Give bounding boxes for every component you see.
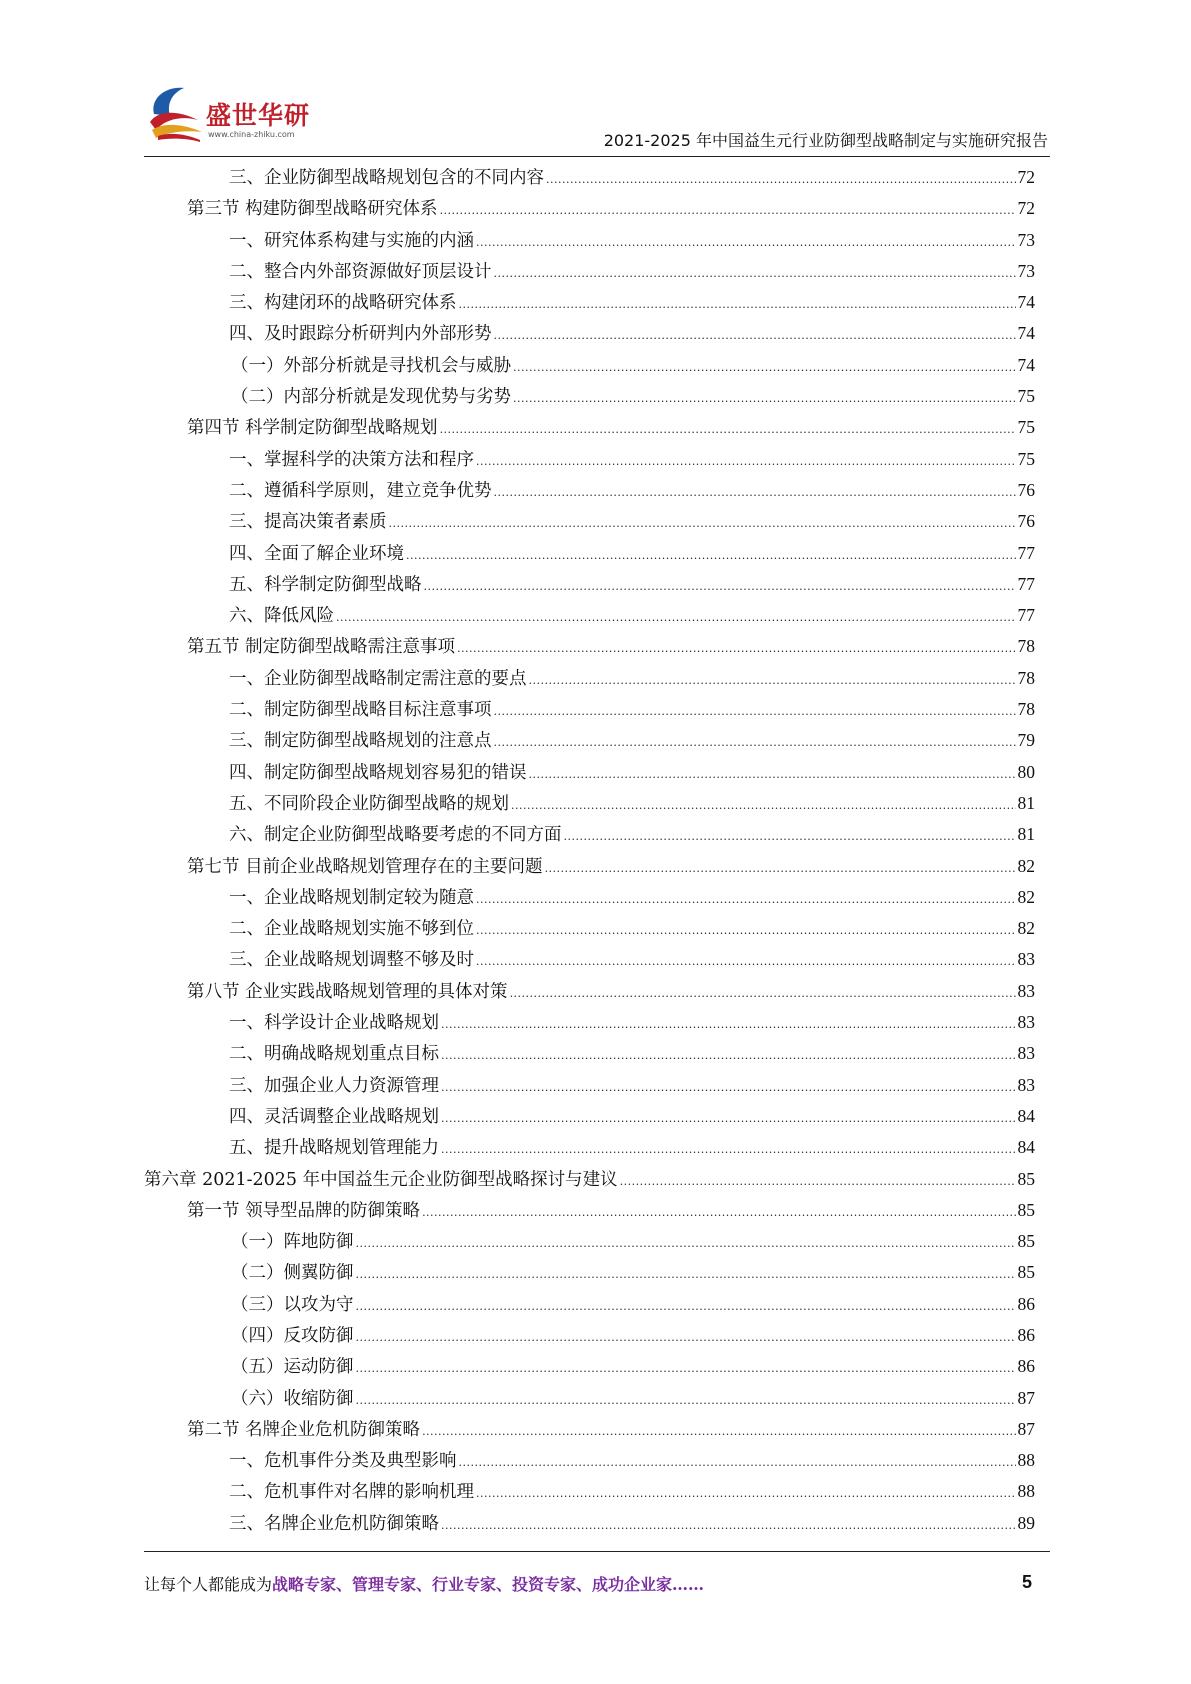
toc-entry[interactable] <box>144 162 1035 193</box>
toc-entry-title: 三、制定防御型战略规划的注意点 <box>229 731 492 752</box>
toc-leader-dots <box>459 1446 1016 1478</box>
toc-entry-title: 一、研究体系构建与实施的内涵 <box>229 230 474 251</box>
toc-entry[interactable] <box>144 318 1035 349</box>
toc-leader-dots <box>459 288 1016 320</box>
toc-entry-title: 二、企业战略规划实施不够到位 <box>229 919 474 940</box>
toc-entry-title: 二、整合内外部资源做好顶层设计 <box>229 261 492 282</box>
toc-entry-page: 77 <box>1017 605 1035 626</box>
toc-leader-dots <box>545 852 1016 884</box>
toc-entry-page: 84 <box>1017 1105 1035 1126</box>
toc-entry-title: 三、提高决策者素质 <box>229 512 387 533</box>
toc-entry-title: 二、危机事件对名牌的影响机理 <box>229 1482 474 1503</box>
toc-entry-title: 二、明确战略规划重点目标 <box>229 1044 439 1065</box>
toc-leader-dots <box>356 1352 1016 1384</box>
toc-leader-dots <box>476 883 1016 915</box>
logo-name: 盛世华研 <box>206 101 311 130</box>
toc-entry-page: 83 <box>1017 1012 1035 1033</box>
toc-entry[interactable] <box>144 788 1035 819</box>
toc-entry-page: 87 <box>1017 1418 1035 1439</box>
toc-leader-dots <box>620 1165 1016 1197</box>
slogan-prefix: 让每个人都能成为 <box>144 1575 273 1594</box>
toc-leader-dots <box>494 476 1016 508</box>
toc-entry-title: 三、企业战略规划调整不够及时 <box>229 950 474 971</box>
toc-entry-page: 80 <box>1017 761 1035 782</box>
toc-leader-dots <box>457 632 1015 664</box>
toc-leader-dots <box>564 820 1016 852</box>
toc-entry[interactable] <box>144 538 1035 569</box>
toc-entry-page: 74 <box>1017 292 1035 313</box>
toc-entry[interactable] <box>144 506 1035 537</box>
toc-entry[interactable] <box>144 882 1035 913</box>
toc-entry-title: 三、企业防御型战略规划包含的不同内容 <box>229 168 544 188</box>
toc-entry-page: 74 <box>1017 323 1035 344</box>
toc-leader-dots <box>510 977 1016 1009</box>
toc-leader-dots <box>422 1415 1015 1447</box>
toc-leader-dots <box>476 1477 1016 1509</box>
toc-entry-title: 第一节 领导型品牌的防御策略 <box>187 1200 421 1221</box>
logo-url: www.china-zhiku.com <box>208 130 295 139</box>
toc-entry[interactable] <box>144 1289 1035 1320</box>
logo-swoosh-icon <box>144 80 208 146</box>
toc-entry-page: 83 <box>1017 949 1035 970</box>
toc-entry-title: 第八节 企业实践战略规划管理的具体对策 <box>187 981 508 1002</box>
toc-leader-dots <box>511 789 1016 821</box>
toc-entry-title: 第四节 科学制定防御型战略规划 <box>187 418 438 439</box>
footer-divider <box>144 1551 1050 1552</box>
toc-entry[interactable] <box>144 1476 1035 1507</box>
toc-leader-dots <box>476 226 1016 258</box>
toc-entry-title: 四、制定防御型战略规划容易犯的错误 <box>229 762 527 783</box>
toc-entry-title: 五、科学制定防御型战略 <box>229 574 422 595</box>
toc-entry-title: 三、加强企业人力资源管理 <box>229 1075 439 1096</box>
toc-entry[interactable] <box>144 1007 1035 1038</box>
toc-entry-title: 二、制定防御型战略目标注意事项 <box>229 700 492 721</box>
toc-entry[interactable] <box>144 1101 1035 1132</box>
toc-entry-page: 87 <box>1017 1387 1035 1408</box>
toc-entry[interactable] <box>144 757 1035 788</box>
toc-entry-title: （二）侧翼防御 <box>231 1263 354 1284</box>
toc-entry-title: 二、遵循科学原则，建立竞争优势 <box>229 480 492 501</box>
toc-entry[interactable] <box>144 1132 1035 1163</box>
toc-entry-title: （六）收缩防御 <box>231 1388 354 1409</box>
toc-entry[interactable] <box>144 725 1035 756</box>
toc-entry-title: 四、及时跟踪分析研判内外部形势 <box>229 324 492 345</box>
toc-entry-title: （三）以攻为守 <box>231 1294 354 1315</box>
toc-entry-page: 75 <box>1017 386 1035 407</box>
toc-entry-page: 76 <box>1017 511 1035 532</box>
toc-entry[interactable] <box>144 287 1035 318</box>
toc-entry[interactable] <box>144 1164 1035 1195</box>
toc-entry-page: 82 <box>1017 918 1035 939</box>
slogan-highlight: 战略专家、管理专家、行业专家、投资专家、成功企业家…… <box>272 1575 705 1594</box>
toc-leader-dots <box>356 1227 1016 1259</box>
toc-entry[interactable] <box>144 1226 1035 1257</box>
toc-entry-title: （一）阵地防御 <box>231 1232 354 1253</box>
toc-leader-dots <box>441 1102 1016 1134</box>
toc-entry[interactable] <box>144 225 1035 256</box>
toc-entry[interactable] <box>144 819 1035 850</box>
toc-entry-title: （一）外部分析就是寻找机会与威胁 <box>231 355 511 376</box>
header-divider <box>144 156 1050 157</box>
toc-entry[interactable] <box>144 663 1035 694</box>
toc-entry-page: 79 <box>1017 730 1035 751</box>
toc-leader-dots <box>389 507 1016 539</box>
toc-entry[interactable] <box>144 1257 1035 1288</box>
toc-entry-page: 86 <box>1017 1293 1035 1314</box>
toc-entry-title: 一、企业防御型战略制定需注意的要点 <box>229 668 527 689</box>
toc-leader-dots <box>476 945 1016 977</box>
toc-entry[interactable] <box>144 913 1035 944</box>
toc-leader-dots <box>356 1290 1016 1322</box>
toc-entry-page: 77 <box>1017 573 1035 594</box>
toc-leader-dots <box>422 1196 1015 1228</box>
toc-entry-title: 五、不同阶段企业防御型战略的规划 <box>229 793 509 814</box>
toc-entry-page: 72 <box>1017 167 1035 187</box>
toc-leader-dots <box>441 1071 1016 1103</box>
toc-entry-page: 85 <box>1017 1262 1035 1283</box>
toc-leader-dots <box>494 726 1016 758</box>
toc-entry-page: 76 <box>1017 479 1035 500</box>
toc-entry-page: 72 <box>1017 198 1035 219</box>
toc-leader-dots <box>546 163 1016 195</box>
toc-entry-page: 86 <box>1017 1324 1035 1345</box>
toc-entry-page: 85 <box>1017 1199 1035 1220</box>
toc-entry[interactable] <box>144 694 1035 725</box>
toc-entry-title: 六、降低风险 <box>229 606 334 627</box>
toc-entry-title: 第六章 2021-2025 年中国益生元企业防御型战略探讨与建议 <box>144 1169 618 1190</box>
toc-entry[interactable] <box>144 444 1035 475</box>
toc-entry[interactable] <box>144 569 1035 600</box>
toc-leader-dots <box>440 413 1016 445</box>
table-of-contents <box>144 162 1035 1539</box>
toc-leader-dots <box>494 319 1016 351</box>
toc-entry-page: 83 <box>1017 1043 1035 1064</box>
toc-entry-page: 85 <box>1017 1168 1035 1189</box>
toc-entry-title: （五）运动防御 <box>231 1357 354 1378</box>
page-footer <box>144 1572 1032 1600</box>
toc-entry-page: 82 <box>1017 855 1035 876</box>
toc-leader-dots <box>441 1008 1016 1040</box>
toc-entry[interactable] <box>144 976 1035 1007</box>
toc-entry-title: 三、构建闭环的战略研究体系 <box>229 293 457 314</box>
toc-leader-dots <box>494 695 1016 727</box>
toc-entry-page: 83 <box>1017 980 1035 1001</box>
toc-entry-page: 78 <box>1017 636 1035 657</box>
page-number: 5 <box>1021 1572 1032 1592</box>
toc-leader-dots <box>441 1039 1016 1071</box>
toc-entry-page: 84 <box>1017 1137 1035 1158</box>
toc-entry-page: 81 <box>1017 824 1035 845</box>
toc-leader-dots <box>513 351 1016 383</box>
toc-entry-title: 一、企业战略规划制定较为随意 <box>229 887 474 908</box>
toc-leader-dots <box>356 1258 1016 1290</box>
toc-entry[interactable] <box>144 1383 1035 1414</box>
toc-leader-dots <box>441 1133 1016 1165</box>
toc-entry-title: 四、灵活调整企业战略规划 <box>229 1106 439 1127</box>
toc-entry-title: （二）内部分析就是发现优势与劣势 <box>231 387 511 408</box>
toc-entry-page: 88 <box>1017 1481 1035 1502</box>
footer-slogan <box>144 1572 704 1595</box>
toc-entry-title: 六、制定企业防御型战略要考虑的不同方面 <box>229 825 562 846</box>
toc-entry-page: 81 <box>1017 792 1035 813</box>
toc-entry-title: 一、危机事件分类及典型影响 <box>229 1451 457 1472</box>
toc-entry-page: 78 <box>1017 667 1035 688</box>
toc-entry-page: 82 <box>1017 886 1035 907</box>
toc-leader-dots <box>356 1384 1016 1416</box>
toc-entry[interactable] <box>144 381 1035 412</box>
toc-entry[interactable] <box>144 1070 1035 1101</box>
toc-leader-dots <box>494 257 1016 289</box>
toc-entry[interactable] <box>144 1195 1035 1226</box>
page-header <box>144 80 1050 156</box>
toc-entry-page: 89 <box>1017 1512 1035 1533</box>
toc-entry-page: 78 <box>1017 699 1035 720</box>
toc-entry[interactable] <box>144 1414 1035 1445</box>
toc-entry-page: 85 <box>1017 1231 1035 1252</box>
toc-entry[interactable] <box>144 631 1035 662</box>
toc-entry-title: 第五节 制定防御型战略需注意事项 <box>187 637 456 658</box>
toc-entry-page: 73 <box>1017 229 1035 250</box>
toc-entry[interactable] <box>144 256 1035 287</box>
toc-entry-page: 83 <box>1017 1074 1035 1095</box>
toc-entry[interactable] <box>144 1038 1035 1069</box>
toc-entry[interactable] <box>144 600 1035 631</box>
toc-leader-dots <box>476 914 1016 946</box>
toc-entry-page: 73 <box>1017 260 1035 281</box>
toc-entry[interactable] <box>144 851 1035 882</box>
report-title: 2021-2025 年中国益生元行业防御型战略制定与实施研究报告 <box>603 131 1048 150</box>
toc-entry-title: 五、提升战略规划管理能力 <box>229 1138 439 1159</box>
toc-entry-title: 一、科学设计企业战略规划 <box>229 1013 439 1034</box>
toc-entry[interactable] <box>144 1508 1035 1539</box>
toc-entry-page: 88 <box>1017 1450 1035 1471</box>
toc-leader-dots <box>441 1509 1016 1541</box>
toc-entry-page: 86 <box>1017 1356 1035 1377</box>
toc-leader-dots <box>513 382 1016 414</box>
toc-entry-page: 75 <box>1017 417 1035 438</box>
toc-entry-page: 75 <box>1017 448 1035 469</box>
toc-entry-title: 第二节 名牌企业危机防御策略 <box>187 1419 421 1440</box>
toc-leader-dots <box>529 664 1016 696</box>
toc-leader-dots <box>424 570 1016 602</box>
company-logo <box>144 80 364 148</box>
toc-entry[interactable] <box>144 412 1035 443</box>
toc-entry[interactable] <box>144 350 1035 381</box>
toc-entry-title: 三、名牌企业危机防御策略 <box>229 1513 439 1534</box>
toc-entry[interactable] <box>144 1445 1035 1476</box>
toc-leader-dots <box>406 539 1016 571</box>
toc-entry[interactable] <box>144 475 1035 506</box>
toc-entry-title: （四）反攻防御 <box>231 1325 354 1346</box>
toc-entry-title: 第三节 构建防御型战略研究体系 <box>187 199 438 220</box>
toc-leader-dots <box>336 601 1016 633</box>
toc-leader-dots <box>440 194 1016 226</box>
toc-entry[interactable] <box>144 193 1035 224</box>
toc-entry[interactable] <box>144 1351 1035 1382</box>
toc-entry-page: 74 <box>1017 354 1035 375</box>
toc-leader-dots <box>356 1321 1016 1353</box>
toc-entry-title: 四、全面了解企业环境 <box>229 543 404 564</box>
toc-entry-title: 第七节 目前企业战略规划管理存在的主要问题 <box>187 856 543 877</box>
toc-entry-page: 77 <box>1017 542 1035 563</box>
toc-entry-title: 一、掌握科学的决策方法和程序 <box>229 449 474 470</box>
toc-entry[interactable] <box>144 944 1035 975</box>
toc-leader-dots <box>529 758 1016 790</box>
toc-leader-dots <box>476 445 1016 477</box>
toc-entry[interactable] <box>144 1320 1035 1351</box>
